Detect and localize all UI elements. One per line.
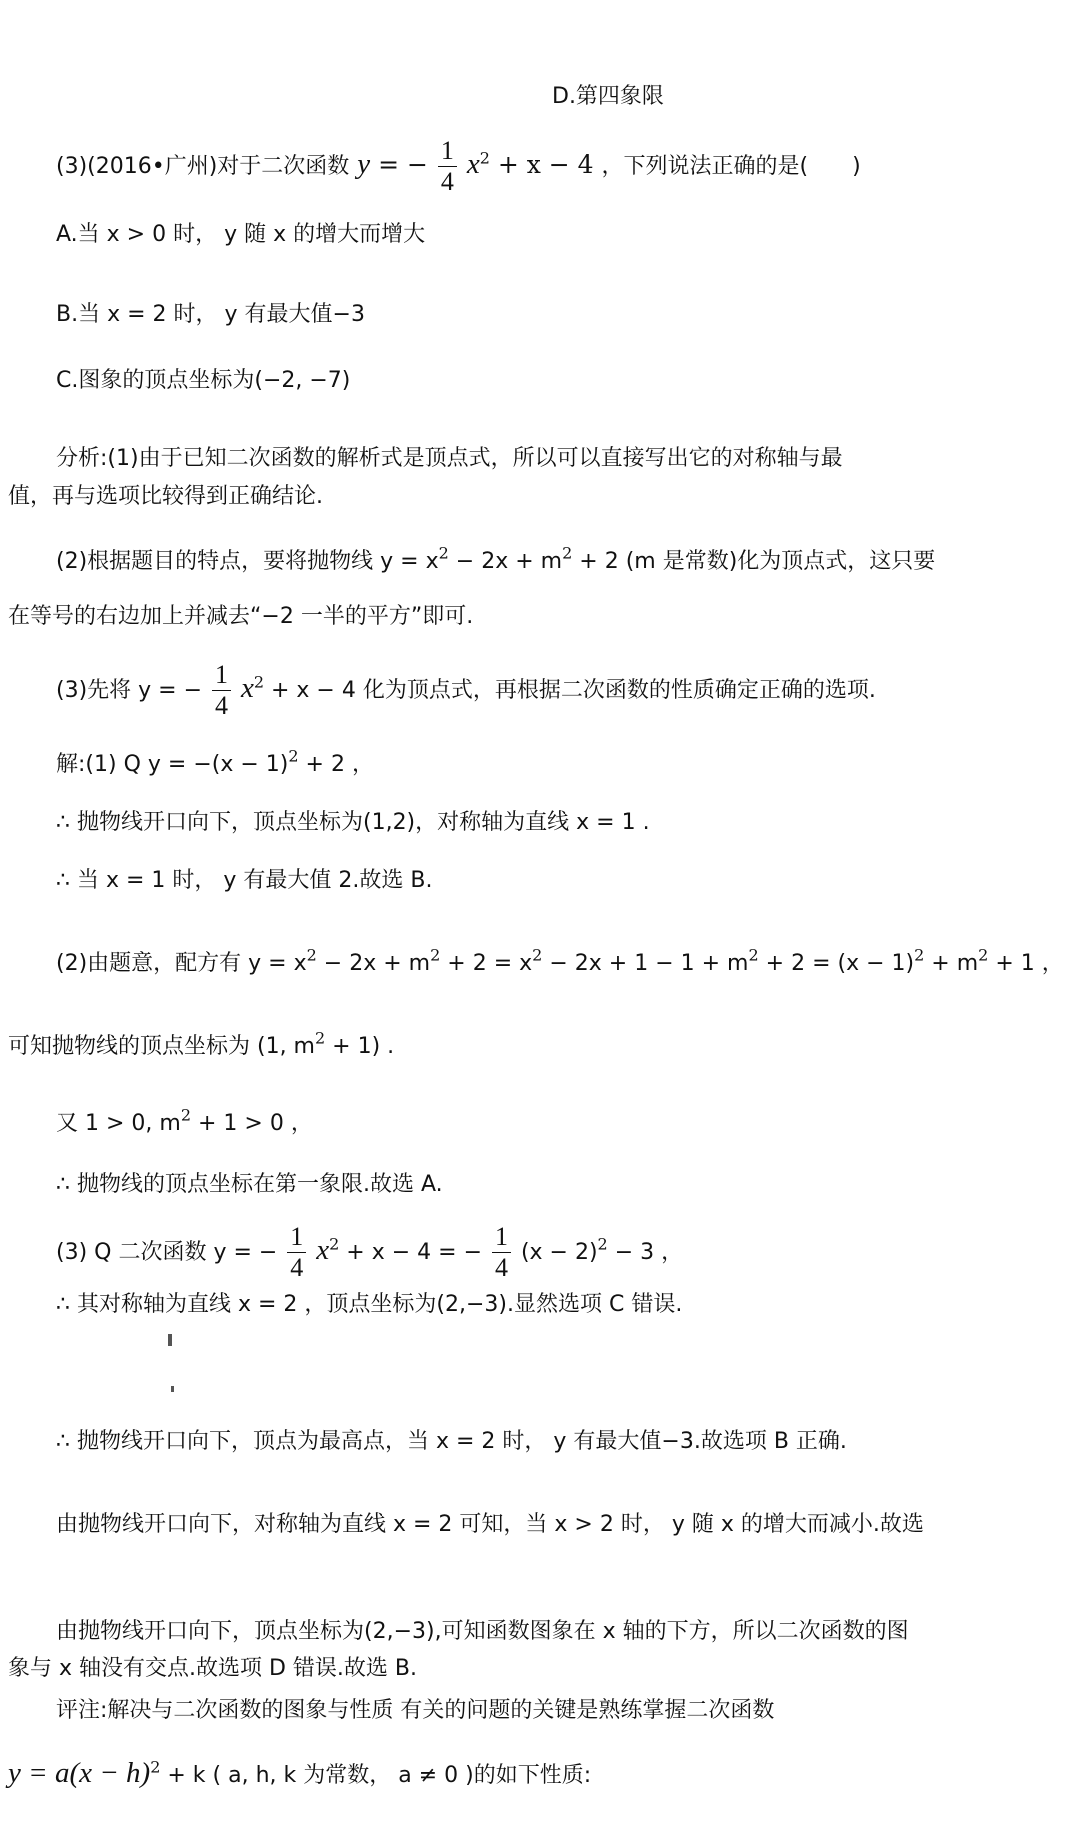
fraction [438, 136, 457, 197]
math-var: y [357, 148, 371, 180]
text-run: − 2x + m [316, 951, 431, 976]
text-run: (3)先将 y = − [56, 678, 203, 703]
fraction-denominator: 4 [290, 1253, 304, 1282]
fraction-denominator: 4 [440, 167, 454, 196]
text-run: (3) Q 二次函数 y = − [56, 1240, 278, 1265]
text-run: + 1) . [325, 1034, 395, 1059]
fraction [492, 1222, 511, 1283]
exponent: 2 [597, 1234, 608, 1254]
option-a-text: A.当 x > 0 时， y 随 x 的增大而增大 [56, 222, 426, 247]
text-run: + k ( a, h, k 为常数， a ≠ 0 )的如下性质: [160, 1763, 592, 1788]
exponent: 2 [978, 945, 989, 965]
text-run: + 2 = x [440, 951, 533, 976]
fraction [212, 660, 231, 721]
solution-3-line-2: ∴ 其对称轴为直线 x = 2 ，顶点坐标为(2,−3).显然选项 C 错误. [56, 1292, 683, 1317]
text-run: − 3 ， [607, 1240, 684, 1265]
text-run: − 2x + 1 − 1 + m [542, 951, 749, 976]
question-3-suffix: ，下列说法正确的是( ) [601, 154, 861, 179]
fraction-numerator: 1 [492, 1222, 511, 1253]
text-run: + 2 (m 是常数)化为顶点式，这只要 [572, 549, 936, 574]
text-run: (2)根据题目的特点，要将抛物线 y = x [56, 549, 439, 574]
math-var: x [316, 1234, 330, 1266]
text-run: + x − 4 化为顶点式，再根据二次函数的性质确定正确的选项. [264, 678, 876, 703]
solution-2-line-2 [8, 1028, 394, 1064]
ink-speck [168, 1334, 172, 1346]
text-run: 可知抛物线的顶点坐标为 (1, m [8, 1034, 315, 1059]
analysis-3-line [56, 660, 876, 721]
math-expr: y = a(x − h) [8, 1757, 151, 1789]
fraction-numerator: 1 [438, 136, 457, 167]
solution-1-line-3: ∴ 当 x = 1 时， y 有最大值 2.故选 B. [56, 868, 433, 893]
solution-3-line-4: 由抛物线开口向下，对称轴为直线 x = 2 可知，当 x > 2 时， y 随 x 的增大而减小.故选 [56, 1512, 924, 1537]
text-run: + 1 > 0 ， [191, 1111, 313, 1136]
solution-3-line-6: 象与 x 轴没有交点.故选项 D 错误.故选 B. [8, 1656, 417, 1681]
solution-3-line-5: 由抛物线开口向下，顶点坐标为(2,−3),可知函数图象在 x 轴的下方，所以二次函数的图 [56, 1619, 909, 1644]
text-run: + 2 = (x − 1) [758, 951, 915, 976]
option-d-text: D.第四象限 [552, 84, 664, 109]
solution-2-line-3 [56, 1105, 313, 1141]
option-b-text: B.当 x = 2 时， y 有最大值−3 [56, 302, 365, 327]
exponent: 2 [438, 543, 449, 563]
exponent: 2 [562, 543, 573, 563]
analysis-1-line-2: 值，再与选项比较得到正确结论. [8, 484, 323, 509]
analysis-1-line-1: 分析:(1)由于已知二次函数的解析式是顶点式，所以可以直接写出它的对称轴与最 [56, 446, 843, 471]
analysis-2-line-2: 在等号的右边加上并减去“−2 一半的平方”即可. [8, 604, 474, 629]
exponent: 2 [180, 1105, 192, 1125]
fraction [287, 1222, 306, 1283]
exponent: 2 [479, 148, 490, 168]
solution-1-line-2: ∴ 抛物线开口向下，顶点坐标为(1,2)，对称轴为直线 x = 1 . [56, 810, 650, 835]
text-run: (2)由题意，配方有 y = x [56, 951, 307, 976]
question-3-prefix: (3)(2016•广州)对于二次函数 [56, 154, 350, 179]
exponent: 2 [315, 1028, 326, 1048]
text-run: + 1 ， [988, 951, 1064, 976]
fraction-denominator: 4 [214, 691, 228, 720]
fraction-denominator: 4 [494, 1253, 508, 1282]
text-run: + x − 4 = − [339, 1240, 483, 1265]
exponent: 2 [430, 945, 441, 965]
text-run: (x − 2) [520, 1240, 598, 1265]
question-3-stem [56, 136, 861, 197]
fraction-numerator: 1 [287, 1222, 306, 1253]
math-var: x [240, 672, 254, 704]
exponent: 2 [288, 746, 299, 766]
exponent: 2 [914, 945, 925, 965]
exponent: 2 [253, 672, 264, 692]
remark-line-2 [8, 1756, 591, 1793]
solution-2-line-1 [56, 945, 1064, 981]
math-var: x [466, 148, 480, 180]
text-run: 解:(1) Q y = −(x − 1) [56, 752, 289, 777]
exponent: 2 [748, 945, 759, 965]
remark-line-1: 评注:解决与二次函数的图象与性质 有关的问题的关键是熟练掌握二次函数 [56, 1698, 775, 1723]
solution-3-line-1 [56, 1222, 683, 1283]
solution-3-line-3: ∴ 抛物线开口向下，顶点为最高点，当 x = 2 时， y 有最大值−3.故选项 B 正确. [56, 1429, 847, 1454]
fraction-numerator: 1 [212, 660, 231, 691]
analysis-2-line-1 [56, 543, 935, 579]
math-op: = − [378, 150, 428, 179]
text-run: 又 1 > 0, m [56, 1111, 181, 1136]
exponent: 2 [329, 1234, 340, 1254]
exponent: 2 [150, 1757, 161, 1777]
solution-1-line-1 [56, 746, 374, 782]
text-run: − 2x + m [448, 549, 563, 574]
solution-2-line-4: ∴ 抛物线的顶点坐标在第一象限.故选 A. [56, 1172, 443, 1197]
math-expr: + x − 4 [497, 150, 594, 179]
text-run: + 2 ， [298, 752, 374, 777]
exponent: 2 [306, 945, 317, 965]
text-run: + m [924, 951, 979, 976]
option-c-text: C.图象的顶点坐标为(−2, −7) [56, 368, 351, 393]
ink-speck [171, 1386, 174, 1392]
exponent: 2 [532, 945, 543, 965]
